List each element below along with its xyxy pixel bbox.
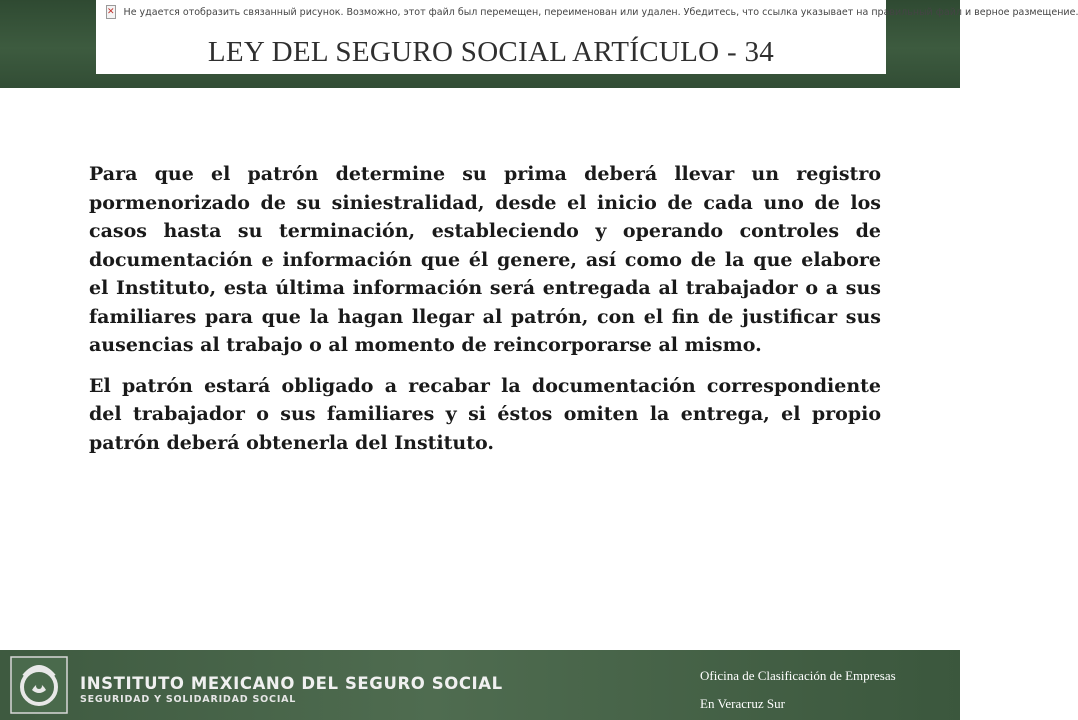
paragraph-2: El patrón estará obligado a recabar la documentación correspondiente del trabajador o sus familiares y si éstos omiten la entrega, el propio patrón deberá obtenerla del Instituto.: [89, 374, 881, 454]
header-band: [0, 0, 1078, 88]
article-text: [89, 160, 881, 457]
institution-motto: SEGURIDAD Y SOLIDARIDAD SOCIAL: [80, 694, 297, 705]
broken-image-placeholder: [98, 0, 1078, 24]
office-name: Oficina de Clasificación de Empresas: [700, 668, 896, 683]
office-location: En Veracruz Sur: [700, 696, 785, 711]
institution-name: INSTITUTO MEXICANO DEL SEGURO SOCIAL: [80, 674, 503, 693]
imss-eagle-logo-icon: [10, 656, 68, 714]
footer-band: [0, 650, 960, 720]
broken-image-message: Не удается отобразить связанный рисунок. Возможно, этот файл был перемещен, переименован или удален. Убедитесь, что ссылка указывает на правильный файл и верное размещение.: [123, 6, 1078, 18]
paragraph-1: Para que el patrón determine su prima deberá llevar un registro pormenorizado de su siniestralidad, desde el inicio de cada uno de los casos hasta su terminación, estableciendo y operando controles de documentación e información que él genere, así como de la que elabore el Instituto, esta última información será entregada al trabajador o a sus familiares para que la hagan llegar al patrón, con el fin de justificar sus ausencias al trabajo o al momento de reincorporarse al mismo.: [89, 163, 881, 356]
slide-title: LEY DEL SEGURO SOCIAL ARTÍCULO - 34: [207, 36, 775, 68]
broken-image-icon: ✕: [107, 7, 115, 17]
title-frame: [96, 0, 1078, 74]
